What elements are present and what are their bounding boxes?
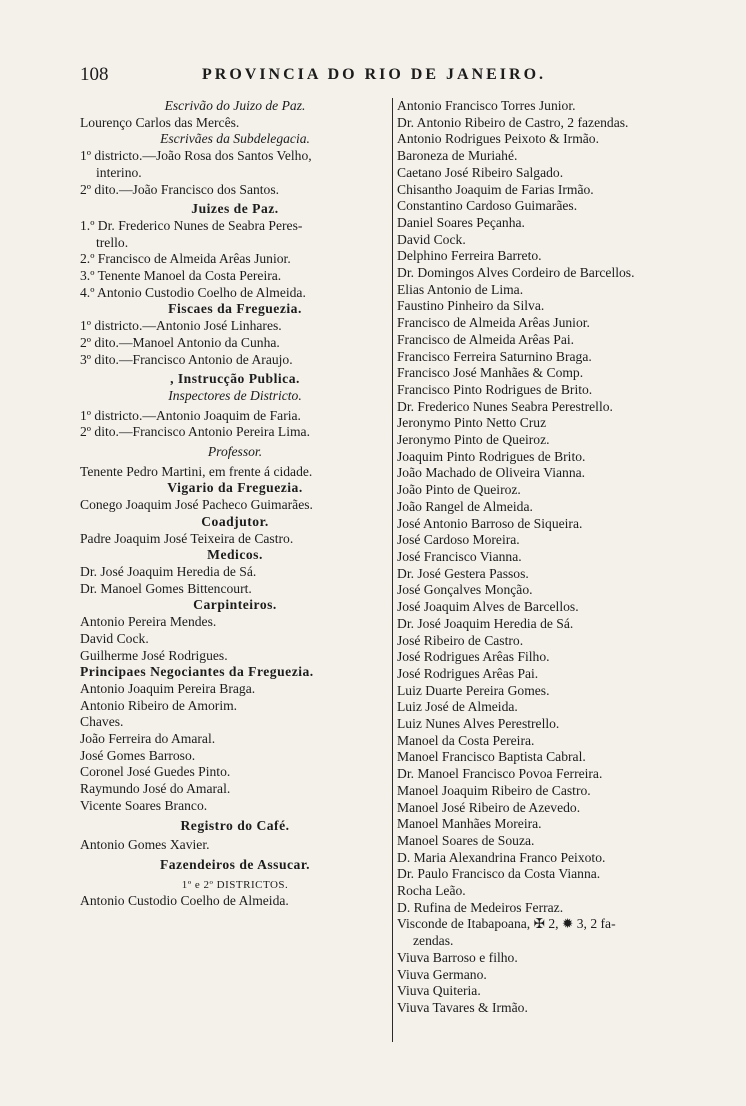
column-divider bbox=[392, 98, 393, 1042]
section-subheading: 1º e 2º DISTRICTOS. bbox=[181, 878, 289, 891]
section-heading: Principaes Negociantes da Freguezia. bbox=[80, 664, 314, 680]
entry bbox=[80, 218, 390, 251]
entry-continuation: interino. bbox=[96, 164, 142, 180]
entry: Raymundo José do Amaral. bbox=[80, 781, 231, 797]
section-heading: Juizes de Paz. bbox=[191, 201, 279, 217]
entry: João Rangel de Almeida. bbox=[397, 498, 533, 514]
entry: José Gonçalves Monção. bbox=[397, 582, 533, 598]
entry: Antonio Pereira Mendes. bbox=[80, 614, 217, 630]
entry: Daniel Soares Peçanha. bbox=[397, 214, 525, 230]
entry: Dr. Paulo Francisco da Costa Vianna. bbox=[397, 866, 601, 882]
entry: Antonio Custodio Coelho de Almeida. bbox=[80, 893, 289, 909]
entry: Antonio Gomes Xavier. bbox=[80, 837, 210, 853]
entry: Faustino Pinheiro da Silva. bbox=[397, 298, 545, 314]
entry: Delphino Ferreira Barreto. bbox=[397, 248, 542, 264]
entry: Dr. Domingos Alves Cordeiro de Barcellos. bbox=[397, 265, 635, 281]
entry: José Joaquim Alves de Barcellos. bbox=[397, 599, 579, 615]
entry: Joaquim Pinto Rodrigues de Brito. bbox=[397, 448, 586, 464]
entry: João Ferreira do Amaral. bbox=[80, 731, 216, 747]
entry: Francisco José Manhães & Comp. bbox=[397, 365, 584, 381]
entry-line: Visconde de Itabapoana, ✠ 2, ✹ 3, 2 fa- bbox=[397, 916, 616, 932]
entry: Francisco de Almeida Arêas Junior. bbox=[397, 315, 590, 331]
section-heading: Coadjutor. bbox=[201, 513, 269, 529]
entry: Manoel Soares de Souza. bbox=[397, 832, 535, 848]
entry: Jeronymo Pinto de Queiroz. bbox=[397, 432, 550, 448]
entry: Dr. José Joaquim Heredia de Sá. bbox=[397, 615, 574, 631]
right-column bbox=[397, 98, 711, 1017]
entry: Dr. Frederico Nunes Seabra Perestrello. bbox=[397, 398, 613, 414]
entry: José Rodrigues Arêas Filho. bbox=[397, 649, 550, 665]
entry: João Pinto de Queiroz. bbox=[397, 482, 521, 498]
entry: João Machado de Oliveira Vianna. bbox=[397, 465, 586, 481]
entry: José Antonio Barroso de Siqueira. bbox=[397, 515, 583, 531]
entry: Antonio Rodrigues Peixoto & Irmão. bbox=[397, 131, 600, 147]
entry: José Cardoso Moreira. bbox=[397, 532, 520, 548]
entry: 1º districto.—Antonio Joaquim de Faria. bbox=[80, 407, 301, 423]
entry: 2º dito.—Francisco Antonio Pereira Lima. bbox=[80, 424, 310, 440]
entry: Jeronymo Pinto Netto Cruz bbox=[397, 415, 547, 431]
entry: D. Rufina de Medeiros Ferraz. bbox=[397, 899, 564, 915]
entry: 2º dito.—João Francisco dos Santos. bbox=[80, 181, 280, 197]
entry: D. Maria Alexandrina Franco Peixoto. bbox=[397, 849, 606, 865]
entry: Dr. Antonio Ribeiro de Castro, 2 fazendas. bbox=[397, 114, 629, 130]
entry: Tenente Pedro Martini, em frente á cidade. bbox=[80, 463, 313, 479]
left-column bbox=[80, 98, 390, 910]
entry: David Cock. bbox=[397, 231, 466, 247]
section-heading: Fiscaes da Freguezia. bbox=[168, 301, 302, 317]
entry: José Francisco Vianna. bbox=[397, 548, 522, 564]
entry: Chisantho Joaquim de Farias Irmão. bbox=[397, 181, 594, 197]
entry: 3º dito.—Francisco Antonio de Araujo. bbox=[80, 351, 293, 367]
entry: Manoel José Ribeiro de Azevedo. bbox=[397, 799, 581, 815]
entry: Luiz Nunes Alves Perestrello. bbox=[397, 716, 560, 732]
page-number: 108 bbox=[80, 64, 109, 85]
entry: 2.º Francisco de Almeida Arêas Junior. bbox=[80, 251, 291, 267]
entry: Francisco de Almeida Arêas Pai. bbox=[397, 331, 575, 347]
entry: Caetano José Ribeiro Salgado. bbox=[397, 164, 564, 180]
entry: Padre Joaquim José Teixeira de Castro. bbox=[80, 530, 294, 546]
entry: Dr. José Joaquim Heredia de Sá. bbox=[80, 563, 257, 579]
entry: Luiz José de Almeida. bbox=[397, 699, 518, 715]
section-subheading: Inspectores de Districto. bbox=[168, 387, 302, 403]
entry bbox=[397, 916, 711, 949]
entry: Antonio Ribeiro de Amorim. bbox=[80, 697, 238, 713]
entry: Viuva Germano. bbox=[397, 966, 487, 982]
entry: Conego Joaquim José Pacheco Guimarães. bbox=[80, 497, 313, 513]
entry: David Cock. bbox=[80, 630, 149, 646]
entry: Francisco Pinto Rodrigues de Brito. bbox=[397, 381, 593, 397]
section-heading: Carpinteiros. bbox=[193, 597, 277, 613]
entry: Manoel Manhães Moreira. bbox=[397, 816, 542, 832]
section-heading: , Instrucção Publica. bbox=[170, 371, 300, 387]
section-heading: Vigario da Freguezia. bbox=[167, 480, 303, 496]
entry: Dr. José Gestera Passos. bbox=[397, 565, 529, 581]
entry: 1º districto.—Antonio José Linhares. bbox=[80, 318, 282, 334]
entry: Manoel da Costa Pereira. bbox=[397, 732, 535, 748]
entry: Elias Antonio de Lima. bbox=[397, 281, 524, 297]
entry: Viuva Quiteria. bbox=[397, 983, 481, 999]
entry: Lourenço Carlos das Mercês. bbox=[80, 114, 240, 130]
entry: Viuva Tavares & Irmão. bbox=[397, 999, 528, 1015]
entry-continuation: zendas. bbox=[413, 933, 454, 949]
entry: José Gomes Barroso. bbox=[80, 747, 196, 763]
entry: Dr. Manoel Francisco Povoa Ferreira. bbox=[397, 766, 603, 782]
entry-continuation: trello. bbox=[96, 234, 129, 250]
entry-line: 1.º Dr. Frederico Nunes de Seabra Peres- bbox=[80, 217, 303, 233]
section-heading: Professor. bbox=[207, 444, 263, 460]
entry: Vicente Soares Branco. bbox=[80, 797, 208, 813]
entry: Guilherme José Rodrigues. bbox=[80, 647, 228, 663]
entry: Coronel José Guedes Pinto. bbox=[80, 764, 231, 780]
entry-line: 1º districto.—João Rosa dos Santos Velho, bbox=[80, 148, 312, 164]
entry: Francisco Ferreira Saturnino Braga. bbox=[397, 348, 592, 364]
entry: José Ribeiro de Castro. bbox=[397, 632, 524, 648]
entry: Manoel Francisco Baptista Cabral. bbox=[397, 749, 586, 765]
entry bbox=[80, 148, 390, 181]
running-title: PROVINCIA DO RIO DE JANEIRO. bbox=[202, 66, 547, 83]
entry: Luiz Duarte Pereira Gomes. bbox=[397, 682, 550, 698]
entry: Rocha Leão. bbox=[397, 883, 466, 899]
entry: Viuva Barroso e filho. bbox=[397, 949, 518, 965]
entry: Baroneza de Muriahé. bbox=[397, 148, 518, 164]
section-heading: Escrivão do Juizo de Paz. bbox=[164, 98, 306, 113]
entry: 2º dito.—Manoel Antonio da Cunha. bbox=[80, 334, 280, 350]
entry: 3.º Tenente Manoel da Costa Pereira. bbox=[80, 268, 282, 284]
entry: Manoel Joaquim Ribeiro de Castro. bbox=[397, 782, 591, 798]
entry: Antonio Joaquim Pereira Braga. bbox=[80, 680, 256, 696]
entry: José Rodrigues Arêas Pai. bbox=[397, 665, 539, 681]
section-heading: Registro do Café. bbox=[180, 817, 290, 833]
section-heading: Medicos. bbox=[207, 547, 263, 563]
entry: 4.º Antonio Custodio Coelho de Almeida. bbox=[80, 284, 306, 300]
entry: Constantino Cardoso Guimarães. bbox=[397, 198, 578, 214]
section-heading: Fazendeiros de Assucar. bbox=[159, 856, 311, 872]
entry: Antonio Francisco Torres Junior. bbox=[397, 98, 576, 113]
section-heading: Escrivães da Subdelegacia. bbox=[160, 131, 310, 147]
entry: Dr. Manoel Gomes Bittencourt. bbox=[80, 580, 252, 596]
entry: Chaves. bbox=[80, 714, 124, 730]
